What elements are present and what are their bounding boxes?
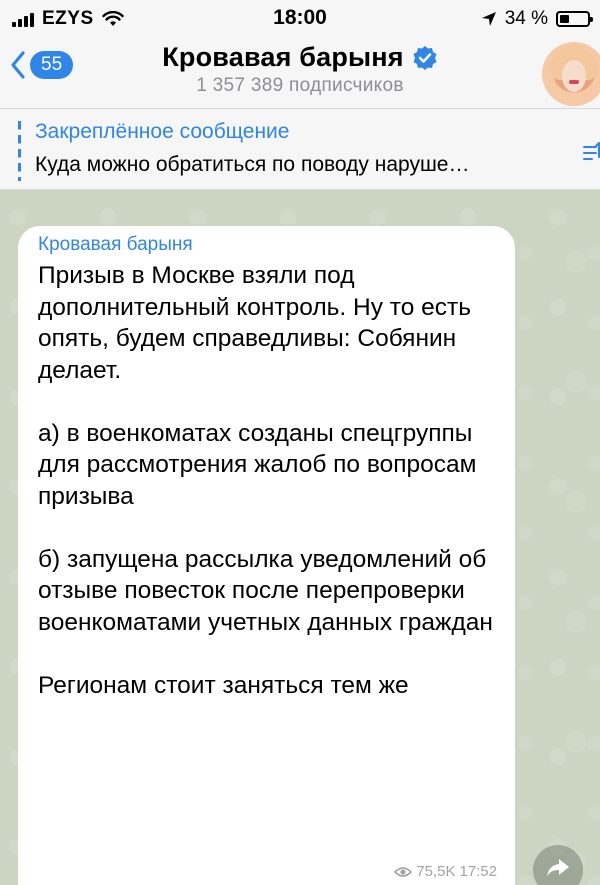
channel-name: Кровавая барыня: [162, 42, 404, 72]
eye-icon: [394, 866, 412, 878]
message-paragraph: а) в военкоматах созданы спецгруппы для рассмотрения жалоб по вопросам призыва: [38, 419, 477, 510]
location-icon: [481, 11, 497, 27]
message-paragraph: б) запущена рассылка уведомлений об отзыве повесток после перепроверки военкоматами учетных данных граждан: [38, 545, 493, 636]
chat-header: [0, 36, 600, 108]
carrier-name: EZYS: [42, 8, 94, 29]
message-author[interactable]: Кровавая барыня: [38, 234, 193, 255]
status-time: 18:00: [273, 6, 327, 29]
channel-name-row: [162, 42, 438, 73]
subscriber-count: 1 357 389 подписчиков: [196, 75, 404, 96]
pinned-message[interactable]: [0, 108, 600, 190]
unread-badge: 55: [30, 51, 73, 79]
view-count: 75,5K: [416, 863, 456, 880]
pinned-list-icon[interactable]: [582, 139, 600, 169]
pinned-text: Куда можно обратиться по поводу наруше…: [35, 153, 470, 176]
avatar[interactable]: [542, 42, 600, 106]
channel-info[interactable]: [0, 42, 600, 97]
message-bubble[interactable]: [18, 226, 515, 885]
share-icon: [546, 858, 570, 883]
status-right: [481, 8, 590, 30]
message-time: 17:52: [459, 863, 497, 880]
pinned-indicator: [18, 121, 21, 181]
battery-fill: [560, 15, 569, 23]
battery-icon: [556, 11, 590, 27]
verified-icon: [412, 45, 438, 71]
message-body: [38, 260, 495, 701]
message-paragraph: Регионам стоит заняться тем же: [38, 671, 409, 699]
message-paragraph: Призыв в Москве взяли под дополнительный контроль. Ну то есть опять, будем справедливы: Собянин делает.: [38, 262, 471, 384]
battery-percent: 34 %: [504, 8, 548, 29]
message-meta: [394, 863, 497, 880]
status-bar: [0, 0, 600, 36]
pinned-title: Закреплённое сообщение: [35, 120, 290, 143]
